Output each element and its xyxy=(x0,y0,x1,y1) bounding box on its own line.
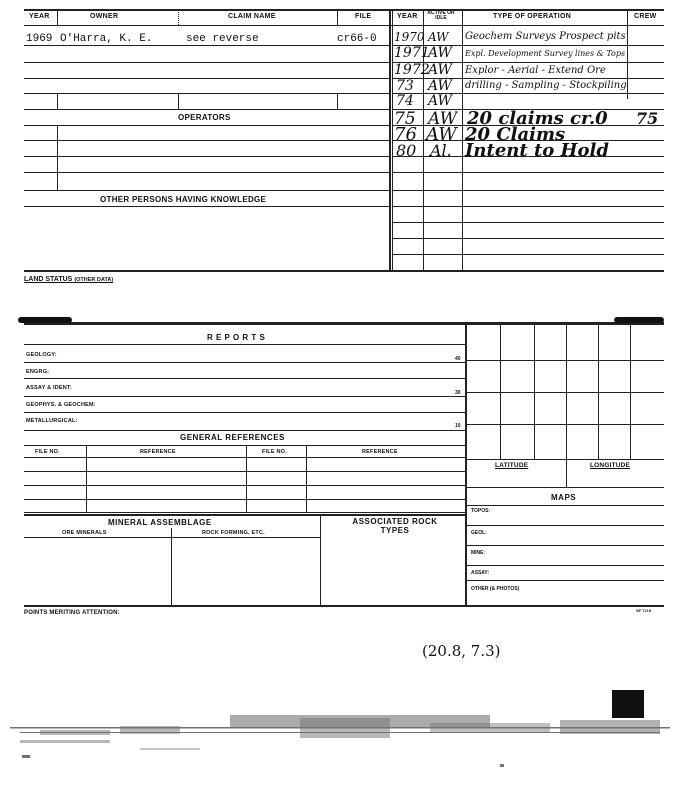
maps-assay: ASSAY: xyxy=(471,570,490,576)
op-status: AW xyxy=(428,93,452,109)
op-year: 76 xyxy=(394,124,417,145)
scan-noise-band xyxy=(0,690,678,807)
op-year: 80 xyxy=(396,141,417,160)
op-type: 20 Claims xyxy=(465,124,566,145)
operators-title: OPERATORS xyxy=(178,113,231,122)
op-type: Intent to Hold xyxy=(465,140,609,161)
maps-geol: GEOL: xyxy=(471,530,487,536)
report-number: 30 xyxy=(455,390,461,396)
points-meriting-attention: POINTS MERITING ATTENTION: xyxy=(24,610,120,616)
punch-mark xyxy=(18,317,72,323)
report-label: GEOLOGY: xyxy=(26,352,57,358)
op-year: 1970 xyxy=(394,30,425,44)
general-references-title: GENERAL REFERENCES xyxy=(180,433,285,442)
maps-topos: TOPOS: xyxy=(471,508,491,514)
op-status: AW xyxy=(428,45,452,61)
land-status-title xyxy=(24,276,113,283)
rock-forming-label: ROCK FORMING, ETC. xyxy=(202,530,265,536)
ore-minerals-label: ORE MINERALS xyxy=(62,530,107,536)
scan-streak xyxy=(10,715,670,767)
entry-year: 1969 xyxy=(26,33,53,45)
header-type-of-operation: TYPE OF OPERATION xyxy=(493,13,572,20)
reports-title: R E P O R T S xyxy=(207,333,266,342)
header-active-or-idle: ACTIVE OR IDLE xyxy=(427,10,455,21)
other-persons-title: OTHER PERSONS HAVING KNOWLEDGE xyxy=(100,195,267,204)
coordinates-note: (20.8, 7.3) xyxy=(422,642,501,660)
op-type: Geochem Surveys Prospect pits xyxy=(465,31,626,42)
report-label: ASSAY & IDENT: xyxy=(26,385,72,391)
op-status: AW xyxy=(428,78,452,94)
op-year: 1972 xyxy=(394,62,430,78)
op-status: AW xyxy=(428,30,449,44)
header-owner: OWNER xyxy=(90,13,119,20)
black-square xyxy=(612,690,644,718)
report-label: METALLURGICAL: xyxy=(26,418,78,424)
maps-other: OTHER (& PHOTOS) xyxy=(471,586,520,592)
op-type: Expl. Development Survey lines & Tops xyxy=(465,49,626,58)
ref-col-reference-2: REFERENCE xyxy=(362,449,398,455)
op-crew: 75 xyxy=(636,109,659,128)
ref-col-file-no-2: FILE NO. xyxy=(262,449,287,455)
op-type: drilling - Sampling - Stockpiling xyxy=(465,80,627,91)
punch-mark xyxy=(614,317,664,323)
op-status: AW xyxy=(426,124,457,145)
op-year: 73 xyxy=(396,78,414,94)
associated-rock-types: ASSOCIATED ROCK TYPES xyxy=(352,517,438,535)
land-status-label: LAND STATUS xyxy=(24,276,73,283)
header-file: FILE xyxy=(355,13,372,20)
header-year: YEAR xyxy=(29,13,50,20)
op-year: 1971 xyxy=(394,45,430,61)
op-status: AW xyxy=(428,62,452,78)
report-number: 10 xyxy=(455,423,461,429)
maps-mine: MINE: xyxy=(471,550,486,556)
entry-claim-name: see reverse xyxy=(186,33,259,45)
land-status-sublabel: (OTHER DATA) xyxy=(74,277,114,283)
report-label: GEOPHYS. & GEOCHEM: xyxy=(26,402,96,408)
form-number: SF 7215 xyxy=(636,608,652,613)
latitude-label: LATITUDE xyxy=(495,462,529,469)
op-status: AW xyxy=(428,109,458,129)
op-type: Explor - Aerial - Extend Ore xyxy=(465,65,606,76)
header-claim-name: CLAIM NAME xyxy=(228,13,276,20)
entry-file: cr66-0 xyxy=(337,33,377,45)
report-label: ENGRG: xyxy=(26,369,50,375)
maps-title: MAPS xyxy=(551,493,577,502)
entry-owner: O'Harra, K. E. xyxy=(60,33,153,45)
header-crew: CREW xyxy=(634,13,657,20)
op-type: 20 claims cr.0 xyxy=(467,108,608,129)
longitude-label: LONGITUDE xyxy=(590,462,631,469)
ref-col-file-no: FILE NO. xyxy=(35,449,60,455)
report-number: 40 xyxy=(455,356,461,362)
mineral-assemblage-title: MINERAL ASSEMBLAGE xyxy=(108,518,212,527)
ref-col-reference: REFERENCE xyxy=(140,449,176,455)
op-year: 74 xyxy=(396,93,414,109)
header-year-2: YEAR xyxy=(397,13,418,20)
op-status: Al. xyxy=(430,141,452,160)
op-year: 75 xyxy=(394,109,416,129)
